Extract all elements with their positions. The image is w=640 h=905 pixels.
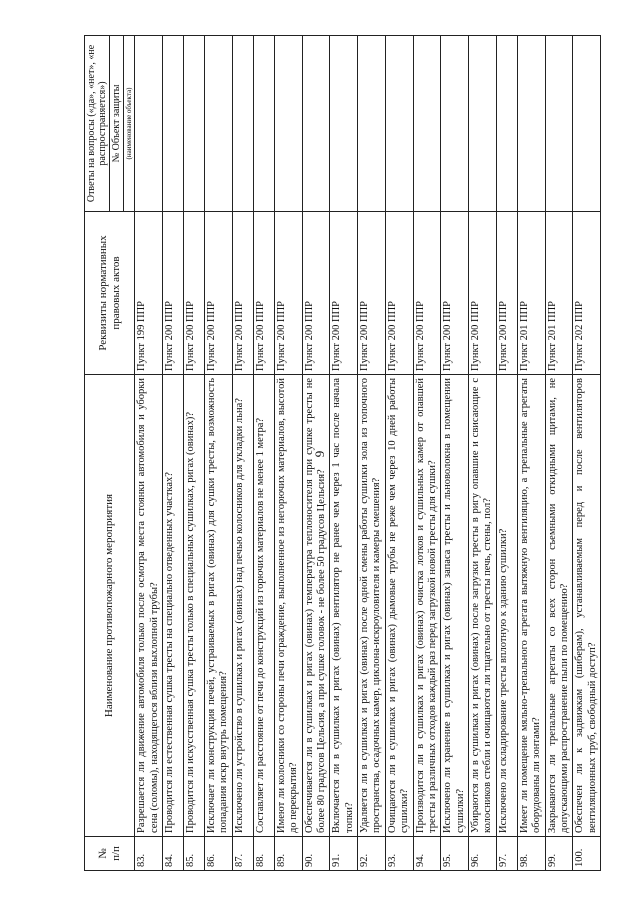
row-number: 100. xyxy=(573,837,601,871)
row-reference: Пункт 200 ППР xyxy=(385,212,413,375)
row-question: Проводится ли искусственная сушка тресты только в специальных сушилках, ригах (овинах)? xyxy=(184,375,205,837)
row-question: Закрываются ли трепальные агрегаты со всех сторон съемными откидными щитами, не допускающими распространение пыли по помещению? xyxy=(545,375,573,837)
table-row xyxy=(545,36,573,871)
row-answer-cell[interactable] xyxy=(184,36,205,212)
row-reference: Пункт 200 ППР xyxy=(274,212,302,375)
row-answer-cell[interactable] xyxy=(358,36,386,212)
row-reference: Пункт 200 ППР xyxy=(253,212,274,375)
row-reference: Пункт 200 ППР xyxy=(413,212,441,375)
table-body xyxy=(135,36,601,871)
row-question: Разрешается ли движение автомобиля только после осмотра места стоянки автомобиля и уборки сена (соломы), находящегося вблизи выхлопной трубы? xyxy=(135,375,163,837)
checklist-table xyxy=(84,35,601,871)
row-answer-cell[interactable] xyxy=(274,36,302,212)
row-number: 88. xyxy=(253,837,274,871)
table-row xyxy=(163,36,184,871)
row-answer-cell[interactable] xyxy=(163,36,184,212)
table-row xyxy=(441,36,469,871)
row-number: 84. xyxy=(163,837,184,871)
row-answer-cell[interactable] xyxy=(469,36,497,212)
row-number: 97. xyxy=(496,837,517,871)
row-number: 90. xyxy=(302,837,330,871)
row-question: Составляет ли расстояние от печи до конструкций из горючих материалов не менее 1 метра? xyxy=(253,375,274,837)
row-reference: Пункт 200 ППР xyxy=(184,212,205,375)
row-question: Исключено ли устройство в сушилках и ригах (овинах) над печью колосников для укладки льна? xyxy=(232,375,253,837)
row-question: Обеспечен ли к задвижкам (шиберам), устанавливаемым перед и после вентиляторов вентиляционных труб, свободный доступ? xyxy=(573,375,601,837)
row-answer-cell[interactable] xyxy=(253,36,274,212)
row-answer-cell[interactable] xyxy=(441,36,469,212)
row-answer-cell[interactable] xyxy=(135,36,163,212)
table-row xyxy=(413,36,441,871)
row-number: 83. xyxy=(135,837,163,871)
table-row xyxy=(135,36,163,871)
row-reference: Пункт 200 ППР xyxy=(163,212,184,375)
row-reference: Пункт 201 ППР xyxy=(545,212,573,375)
row-answer-cell[interactable] xyxy=(573,36,601,212)
row-question: Имеют ли колосники со стороны печи ограждение, выполненное из негорючих материалов, высотой до перекрытия? xyxy=(274,375,302,837)
table-header-row xyxy=(85,36,135,871)
row-number: 92. xyxy=(358,837,386,871)
header-answer xyxy=(85,36,135,212)
row-answer-cell[interactable] xyxy=(232,36,253,212)
row-question: Удаляется ли в сушилках и ригах (овинах) после одной смены работы сушилки зола из топочного пространства, осадочных камер, циклона-искроуловителя и камеры смешения? xyxy=(358,375,386,837)
table-row xyxy=(205,36,233,871)
row-number: 95. xyxy=(441,837,469,871)
row-question: Исключено ли хранение в сушилках и ригах (овинах) запаса тресты и льноволокна в помещении сушилки? xyxy=(441,375,469,837)
table-row xyxy=(253,36,274,871)
row-answer-cell[interactable] xyxy=(413,36,441,212)
table-row xyxy=(302,36,330,871)
row-question: Включается ли в сушилках и ригах (овинах) вентилятор не ранее чем через 1 час после начала топки? xyxy=(330,375,358,837)
row-reference: Пункт 199 ППР xyxy=(135,212,163,375)
header-answer-small: (наименование объекта) xyxy=(123,36,134,211)
row-answer-cell[interactable] xyxy=(517,36,545,212)
row-answer-cell[interactable] xyxy=(205,36,233,212)
row-number: 86. xyxy=(205,837,233,871)
row-reference: Пункт 200 ППР xyxy=(469,212,497,375)
rotated-table-wrapper xyxy=(84,36,598,871)
row-answer-cell[interactable] xyxy=(385,36,413,212)
header-num: № п/п xyxy=(85,837,135,871)
row-question: Имеет ли помещение мяльно-трепального агрегата вытяжную вентиляцию, а трепальные агрегаты оборудованы ли зонтами? xyxy=(517,375,545,837)
row-question: Очищаются ли в сушилках и ригах (овинах) дымовые трубы не реже чем через 10 дней работы сушилки? xyxy=(385,375,413,837)
table-row xyxy=(330,36,358,871)
row-number: 89. xyxy=(274,837,302,871)
table-row xyxy=(496,36,517,871)
row-question: Производится ли в сушилках и ригах (овинах) очистка лотков и сушильных камер от опавшей тресты и различных отходов каждый раз перед загрузкой новой тресты для сушки? xyxy=(413,375,441,837)
row-question: Исключает ли конструкция печей, устраиваемых в ригах (овинах) для сушки тресты, возможность попадания искр внутрь помещения? xyxy=(205,375,233,837)
table-row xyxy=(573,36,601,871)
header-answer-title: Ответы на вопросы («да», «нет», «не распространяется») xyxy=(86,44,108,203)
table-row xyxy=(469,36,497,871)
row-answer-cell[interactable] xyxy=(496,36,517,212)
row-reference: Пункт 201 ППР xyxy=(517,212,545,375)
table-row xyxy=(184,36,205,871)
header-answer-sub: № Объект защиты xyxy=(109,36,123,211)
row-reference: Пункт 200 ППР xyxy=(441,212,469,375)
row-number: 96. xyxy=(469,837,497,871)
row-number: 87. xyxy=(232,837,253,871)
table-row xyxy=(232,36,253,871)
row-number: 85. xyxy=(184,837,205,871)
header-ref: Реквизиты нормативных правовых актов xyxy=(85,212,135,375)
table-row xyxy=(517,36,545,871)
row-reference: Пункт 200 ППР xyxy=(302,212,330,375)
header-name: Наименование противопожарного мероприятия xyxy=(85,375,135,837)
row-question: Обеспечивается ли в сушилках и ригах (овинах) температура теплоносителя при сушке тресты не более 80 градусов Цельсия, а при сушке головок - не более 50 градусов Цельсия? xyxy=(302,375,330,837)
row-reference: Пункт 200 ППР xyxy=(496,212,517,375)
table-row xyxy=(358,36,386,871)
row-reference: Пункт 200 ППР xyxy=(205,212,233,375)
row-reference: Пункт 202 ППР xyxy=(573,212,601,375)
row-number: 99. xyxy=(545,837,573,871)
row-reference: Пункт 200 ППР xyxy=(358,212,386,375)
row-number: 91. xyxy=(330,837,358,871)
page-number: 9 xyxy=(312,450,327,458)
row-answer-cell[interactable] xyxy=(302,36,330,212)
row-answer-cell[interactable] xyxy=(545,36,573,212)
table-row xyxy=(385,36,413,871)
row-question: Проводится ли естественная сушка тресты на специально отведенных участках? xyxy=(163,375,184,837)
row-number: 93. xyxy=(385,837,413,871)
row-reference: Пункт 200 ППР xyxy=(330,212,358,375)
row-reference: Пункт 200 ППР xyxy=(232,212,253,375)
table-row xyxy=(274,36,302,871)
row-question: Убираются ли в сушилках и ригах (овинах) после загрузки тресты в ригу опавшие и свисающие с колосников стебли и очищаются ли тщательно от тресты печь, стены, пол? xyxy=(469,375,497,837)
row-number: 98. xyxy=(517,837,545,871)
row-question: Исключено ли складирование тресты вплотную к зданию сушилки? xyxy=(496,375,517,837)
row-answer-cell[interactable] xyxy=(330,36,358,212)
row-number: 94. xyxy=(413,837,441,871)
